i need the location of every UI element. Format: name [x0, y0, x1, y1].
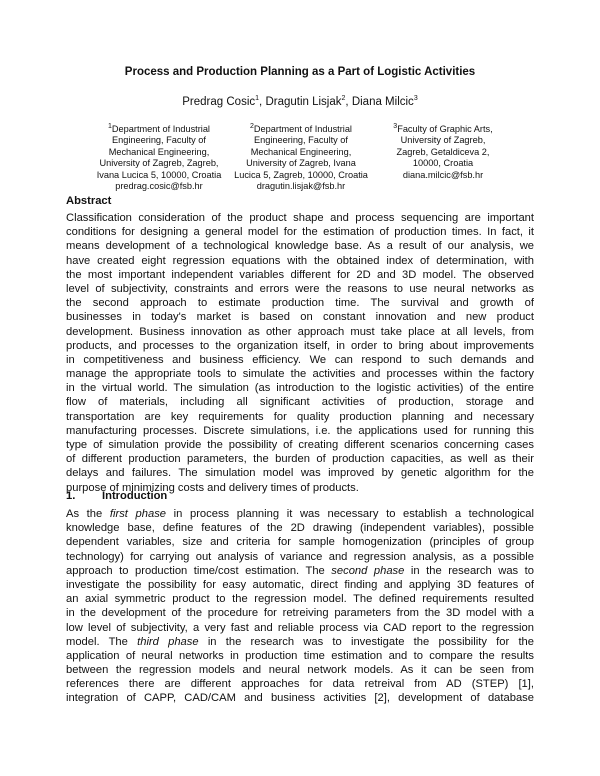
- introduction-line: model. The third phase in the research was to investigate the possibility for the: [66, 635, 534, 648]
- emphasis: second phase: [331, 564, 405, 577]
- affiliation-3: [368, 124, 518, 181]
- introduction-line: an axial symmetric product to the regression model. The defined requirements resulted: [66, 593, 534, 606]
- author-affiliation-mark: 2: [341, 95, 346, 103]
- abstract-line: type of simulation provide the possibility of creating different scenarios concerning cases: [66, 439, 534, 451]
- introduction-line: dependent variables, size and criteria for sample homogenization (principles of group: [66, 536, 534, 549]
- affiliation-line: University of Zagreb,: [400, 135, 486, 146]
- affiliation-line: University of Zagreb, Zagreb,: [99, 158, 219, 169]
- abstract-line: purpose of minimizing costs and delivery times of products.: [66, 481, 359, 494]
- author-name: Predrag Cosic: [182, 96, 256, 108]
- author-name: Diana Milcic: [351, 96, 414, 108]
- introduction-line: As the first phase in process planning it was necessary to establish a technological: [66, 508, 534, 520]
- abstract-line: development. Business innovation as other approach must take place at all levels, from: [66, 325, 534, 338]
- abstract-line: manufacturing processes. Discrete simulations, i.e. the applications used for running this: [66, 424, 534, 437]
- affiliation-line: Lucica 5, Zagreb, 10000, Croatia: [234, 169, 368, 180]
- affiliation-line: Engineering, Faculty of: [112, 135, 206, 146]
- affiliation-line: $^1$Department of Industrial: [108, 122, 210, 134]
- introduction-body: [66, 507, 534, 706]
- introduction-line: approach to production time/cost estimation. The second phase in the research was to: [66, 564, 534, 577]
- affiliation-line: Mechanical Engineering,: [108, 146, 210, 157]
- affiliation-1: [84, 124, 234, 192]
- introduction-line: references there are different approaches for data retreival from AD (STEP) [1],: [66, 678, 534, 691]
- abstract-line: businesses in today's market is based on constant innovation and new product: [66, 311, 534, 324]
- abstract-line: delays and failures. The simulation model was improved by genetic algorithm for the: [66, 467, 534, 480]
- introduction-line: between the regression models and neural network models. As it can be seen from: [66, 664, 534, 677]
- abstract-line: level of subjectivity, constraints and errors were the reasons to use neural networks as: [66, 282, 534, 295]
- paper-title: Process and Production Planning as a Part of Logistic Activities: [124, 66, 476, 78]
- abstract-line: Classification consideration of the product shape and process sequencing are important: [66, 212, 534, 224]
- introduction-line: integration of CAPP, CAD/CAM and business activities [2], development of database: [66, 692, 534, 705]
- abstract-line: in the virtual world. The simulation (as introduction to the logistic activities) of the entire: [66, 382, 534, 395]
- abstract-heading: Abstract: [66, 195, 112, 207]
- introduction-line: in the development of the procedure for retreiving parameters from the 3D model with a: [66, 607, 534, 620]
- abstract-line: of different production parameters, the burden of production capacities, as well as their: [66, 453, 534, 466]
- author-list: Predrag Cosic$^1$, Dragutin Lisjak$^2$, Diana Milcic$^3$: [182, 95, 418, 108]
- abstract-line: products, and processes to the organization itself, in order to bring about improvements: [66, 339, 534, 352]
- introduction-line: low level of subjectivity, a very fast and reliable process via CAD report to the regression: [66, 621, 534, 634]
- affiliation-line: $^2$Department of Industrial: [250, 122, 352, 134]
- introduction-line: investigate the possibility for easy automatic, direct finding and applying 3D features of: [66, 578, 534, 591]
- abstract-line: have created eight regression equations with the obtained index of determination, with: [66, 254, 534, 267]
- affiliation-2: [226, 124, 376, 192]
- abstract-line: in competitiveness and business efficiency. We can respond to such demands and: [66, 353, 534, 366]
- abstract-line: conditions for designing a general model for the estimation of production times. In fact, it: [66, 226, 534, 239]
- abstract-body: [66, 211, 534, 495]
- emphasis: third phase: [137, 635, 199, 648]
- section-title: Introduction: [102, 490, 168, 502]
- affiliation-mark: 1: [108, 122, 112, 130]
- author-affiliation-mark: 3: [413, 95, 418, 103]
- section-number: 1.: [66, 490, 76, 502]
- affiliation-line: diana.milcic@fsb.hr: [402, 169, 484, 180]
- affiliation-line: Mechanical Engineering,: [250, 146, 352, 157]
- affiliation-line: Ivana Lucica 5, 10000, Croatia: [96, 169, 222, 180]
- abstract-line: means development of a technological knowledge base. As a result of our analysis, we: [66, 240, 534, 253]
- author-affiliation-mark: 1: [255, 95, 260, 103]
- introduction-line: knowledge base, define features of the 2D drawing (independent variables), possible: [66, 522, 534, 535]
- abstract-line: transportation are key requirements for quality production planning and necessary: [66, 410, 534, 423]
- abstract-line: flow of materials, including all significant activities of production, storage and: [66, 396, 534, 409]
- affiliation-mark: 3: [393, 122, 398, 130]
- abstract-line: the second approach to estimate production time. The survival and growth of: [66, 297, 534, 310]
- author-name: Dragutin Lisjak: [265, 96, 342, 108]
- affiliation-line: Zagreb, Getaldiceva 2,: [396, 146, 490, 157]
- abstract-line: the most important independent variables different for 2D and 3D model. The observed: [66, 268, 534, 281]
- emphasis: first phase: [109, 508, 167, 520]
- affiliation-mark: 2: [250, 122, 254, 130]
- introduction-line: technology) for carrying out analysis of variance and regression analysis, as a possible: [66, 550, 534, 563]
- affiliation-line: predrag.cosic@fsb.hr: [115, 181, 203, 192]
- affiliation-line: University of Zagreb, Ivana: [246, 158, 356, 169]
- abstract-line: manage the appropriate tools to simulate the activities and processes within the factory: [66, 368, 534, 381]
- section-heading-introduction: [66, 490, 167, 502]
- introduction-line: application of neural networks in production time estimation and to compare the results: [66, 649, 534, 662]
- affiliation-line: $^3$Faculty of Graphic Arts,: [393, 122, 493, 134]
- affiliation-line: Engineering, Faculty of: [254, 135, 348, 146]
- affiliation-line: dragutin.lisjak@fsb.hr: [256, 181, 346, 192]
- affiliation-line: 10000, Croatia: [412, 158, 474, 169]
